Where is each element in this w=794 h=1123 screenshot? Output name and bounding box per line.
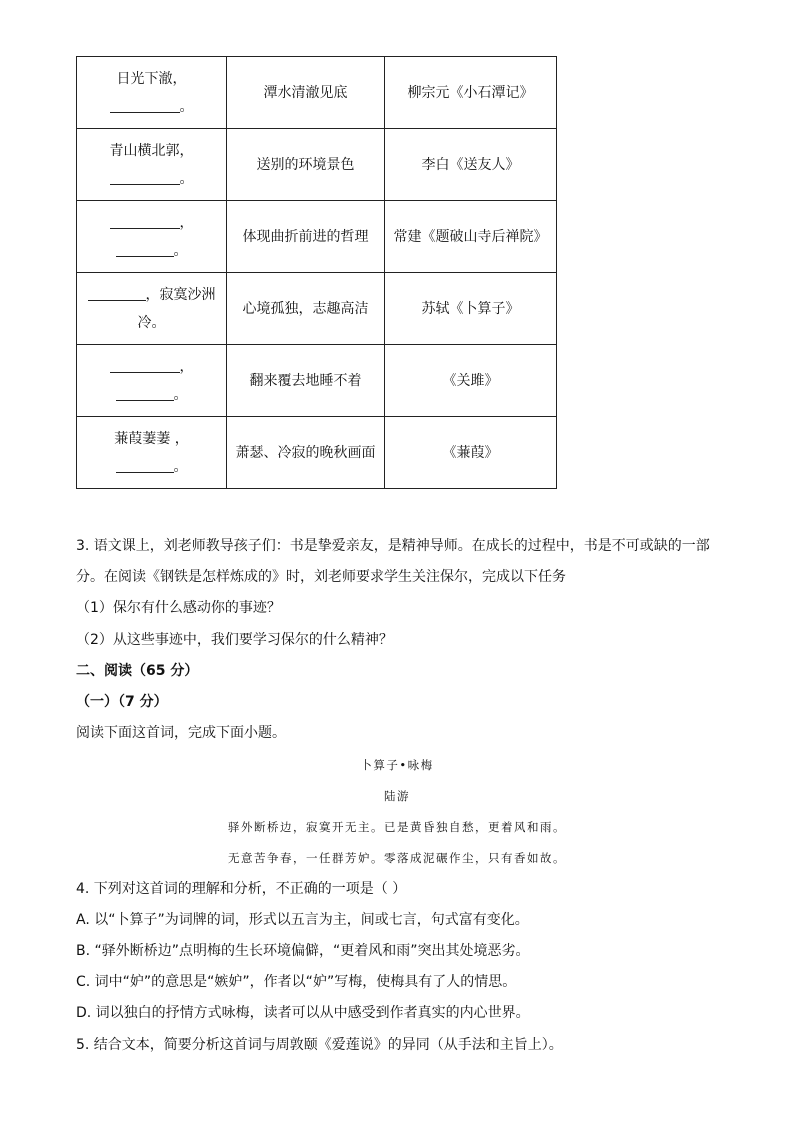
table-cell-source: 《关雎》	[385, 345, 557, 417]
poem-title: 卜算子•咏梅	[360, 758, 434, 772]
answer-blank[interactable]	[110, 214, 180, 229]
option-b[interactable]: B. “驿外断桥边”点明梅的生长环境偏僻，“更着风和雨”突出其处境恶劣。	[76, 943, 530, 959]
verse-text: ，寂寞沙洲	[145, 286, 216, 303]
table-row	[77, 129, 557, 201]
section-heading: 二、阅读（65 分）	[76, 663, 199, 679]
poem-line: 驿外断桥边，寂寞开无主。已是黄昏独自愁，更着风和雨。	[228, 820, 566, 834]
answer-blank[interactable]	[110, 170, 180, 185]
table-cell-content: 萧瑟、冷寂的晚秋画面	[227, 417, 385, 489]
question-3-line2: 分。在阅读《钢铁是怎样炼成的》时，刘老师要求学生关注保尔，完成以下任务	[76, 569, 566, 585]
poetry-fill-table	[76, 56, 557, 489]
answer-blank[interactable]	[116, 242, 174, 257]
table-cell-verse	[77, 129, 227, 201]
verse-punct: 。	[173, 242, 188, 259]
table-row	[77, 345, 557, 417]
question-5-stem: 5. 结合文本，简要分析这首词与周敦颐《爱莲说》的异同（从手法和主旨上）。	[76, 1037, 563, 1053]
question-3-sub1: （1）保尔有什么感动你的事迹？	[76, 600, 281, 616]
option-c[interactable]: C. 词中“妒”的意思是“嫉妒”，作者以“妒”写梅，使梅具有了人的情思。	[76, 974, 517, 990]
verse-text: 蒹葭萋萋 ，	[114, 430, 189, 447]
poem-author: 陆游	[384, 789, 410, 803]
option-d[interactable]: D. 词以独白的抒情方式咏梅，读者可以从中感受到作者真实的内心世界。	[76, 1005, 530, 1021]
table-cell-verse	[77, 345, 227, 417]
table-row	[77, 57, 557, 129]
table-row	[77, 201, 557, 273]
verse-text: 青山横北郭，	[109, 142, 194, 159]
verse-punct: ，	[179, 358, 194, 375]
table-cell-content: 翻来覆去地睡不着	[227, 345, 385, 417]
answer-blank[interactable]	[116, 458, 174, 473]
part-heading: （一）（7 分）	[76, 694, 168, 710]
reading-instruction: 阅读下面这首词，完成下面小题。	[76, 725, 286, 741]
verse-punct: ，	[179, 214, 194, 231]
verse-punct: 。	[179, 98, 194, 115]
question-3-line1: 3. 语文课上，刘老师教导孩子们：书是挚爱亲友，是精神导师。在成长的过程中，书是不可或缺的一部	[76, 538, 710, 554]
table-cell-source: 《蒹葭》	[385, 417, 557, 489]
table-row	[77, 273, 557, 345]
verse-text: 日光下澈，	[116, 70, 187, 87]
table-cell-verse	[77, 417, 227, 489]
answer-blank[interactable]	[88, 286, 146, 301]
table-cell-content: 体现曲折前进的哲理	[227, 201, 385, 273]
verse-text: 冷。	[137, 314, 166, 331]
verse-punct: 。	[173, 386, 188, 403]
table-cell-source: 李白《送友人》	[385, 129, 557, 201]
table-cell-verse	[77, 273, 227, 345]
table-cell-source: 常建《题破山寺后禅院》	[385, 201, 557, 273]
table-cell-verse	[77, 201, 227, 273]
answer-blank[interactable]	[116, 386, 174, 401]
answer-blank[interactable]	[110, 358, 180, 373]
table-cell-content: 潭水清澈见底	[227, 57, 385, 129]
table-row	[77, 417, 557, 489]
answer-blank[interactable]	[110, 98, 180, 113]
question-3-sub2: （2）从这些事迹中，我们要学习保尔的什么精神？	[76, 632, 393, 648]
verse-punct: 。	[179, 170, 194, 187]
option-a[interactable]: A. 以“卜算子”为词牌的词，形式以五言为主，间或七言，句式富有变化。	[76, 912, 529, 928]
question-4-stem: 4. 下列对这首词的理解和分析，不正确的一项是（ ）	[76, 881, 407, 897]
table-cell-content: 送别的环境景色	[227, 129, 385, 201]
table-cell-content: 心境孤独，志趣高洁	[227, 273, 385, 345]
table-cell-source: 苏轼《卜算子》	[385, 273, 557, 345]
poem-line: 无意苦争春，一任群芳妒。零落成泥碾作尘，只有香如故。	[228, 851, 566, 865]
table-cell-verse	[77, 57, 227, 129]
verse-punct: 。	[173, 458, 188, 475]
table-cell-source: 柳宗元《小石潭记》	[385, 57, 557, 129]
